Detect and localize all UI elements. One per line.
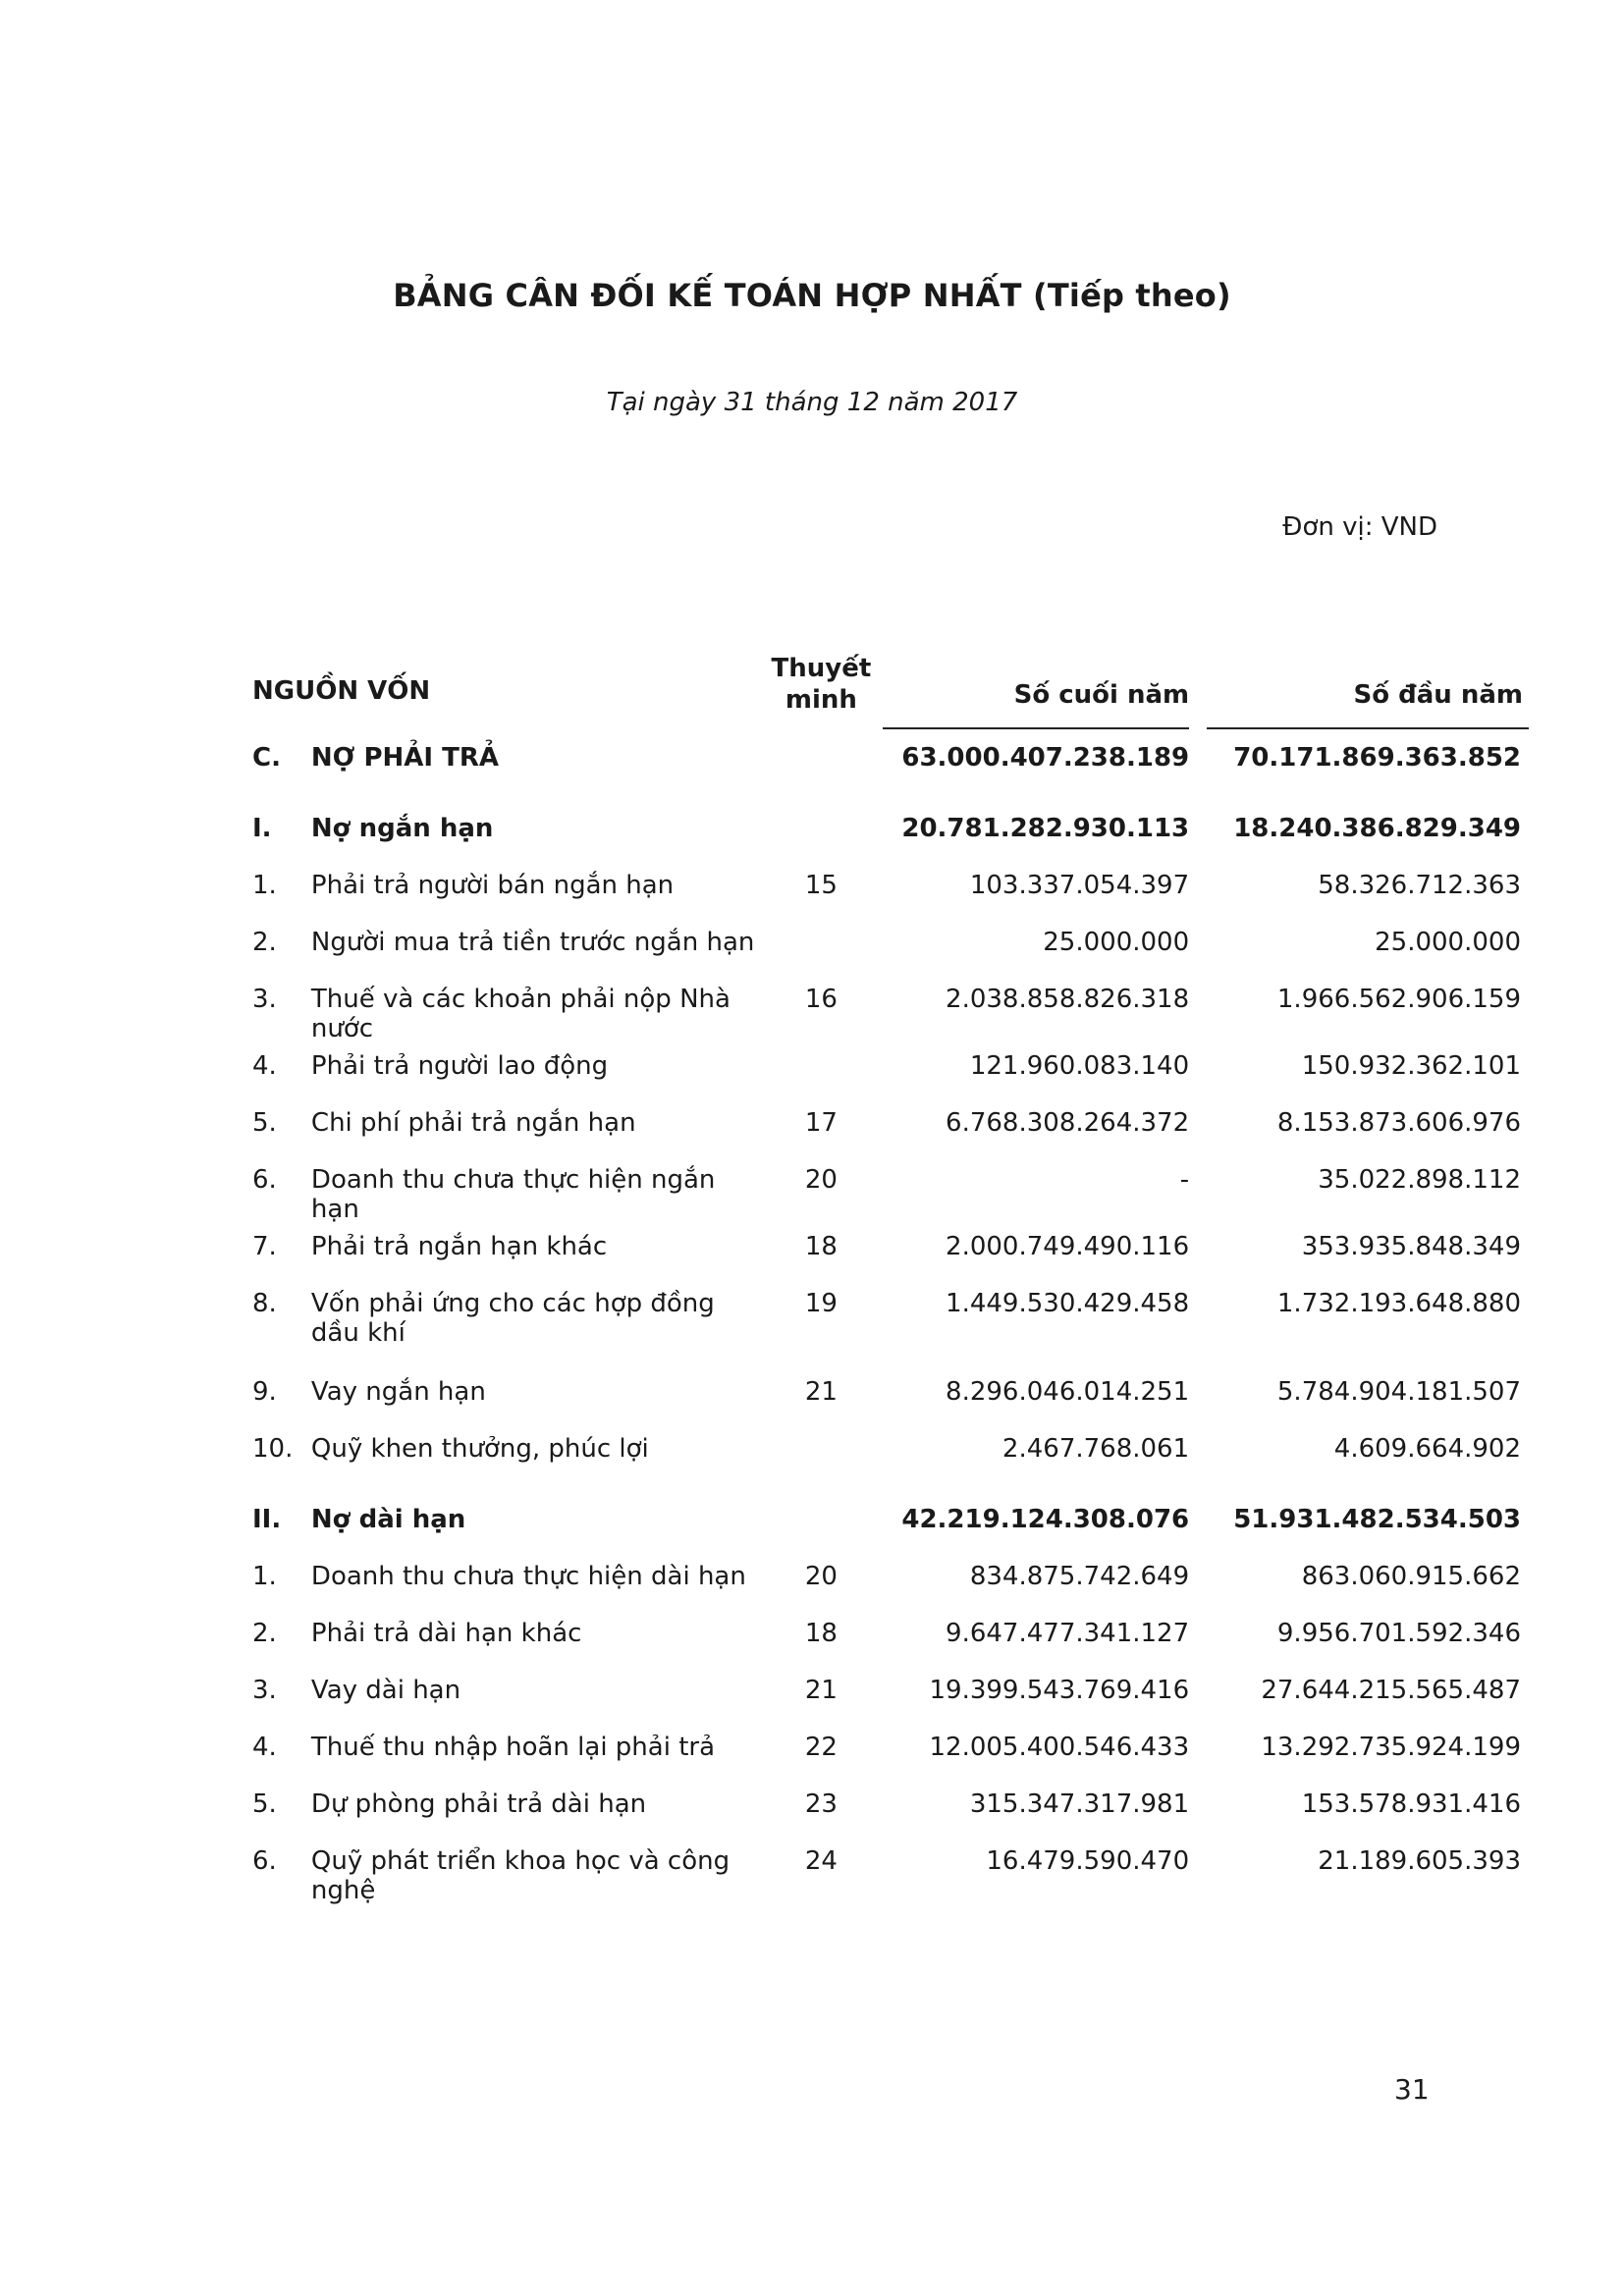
row-label: Quỹ phát triển khoa học và công nghệ: [310, 1846, 731, 1905]
table-row: [252, 1725, 1529, 1782]
row-value-year-start: 13.292.735.924.199: [1261, 1733, 1521, 1762]
row-value-year-start: 35.022.898.112: [1318, 1165, 1521, 1195]
row-label: Doanh thu chưa thực hiện ngắn hạn: [310, 1165, 716, 1224]
row-index: 1.: [252, 1562, 277, 1591]
row-value-year-start: 863.060.915.662: [1301, 1562, 1521, 1591]
row-index: II.: [252, 1505, 282, 1534]
row-value-year-start: 353.935.848.349: [1301, 1232, 1521, 1261]
row-value-year-end: 12.005.400.546.433: [929, 1733, 1190, 1762]
row-index: 9.: [252, 1377, 277, 1407]
row-index: 1.: [252, 871, 277, 900]
table-row: [252, 1157, 1529, 1224]
table-row: [252, 920, 1529, 977]
row-note: 18: [804, 1619, 838, 1648]
row-value-year-start: 8.153.873.606.976: [1276, 1108, 1521, 1138]
row-label: Phải trả ngắn hạn khác: [310, 1232, 608, 1261]
row-label: Dự phòng phải trả dài hạn: [310, 1789, 647, 1819]
row-value-year-end: 20.781.282.930.113: [901, 814, 1190, 843]
row-label: Nợ ngắn hạn: [310, 814, 494, 843]
row-note: [772, 920, 872, 977]
row-note: [772, 1426, 872, 1483]
row-note: 16: [804, 985, 838, 1014]
row-value-year-start: 70.171.869.363.852: [1233, 743, 1521, 773]
table-row: [252, 1782, 1529, 1839]
row-value-year-end: 6.768.308.264.372: [946, 1108, 1190, 1138]
table-row: [252, 1100, 1529, 1157]
table-row: [252, 863, 1529, 920]
row-value-year-end: 8.296.046.014.251: [946, 1377, 1190, 1407]
table-row: [252, 1839, 1529, 1905]
row-label: Quỹ khen thưởng, phúc lợi: [310, 1434, 649, 1464]
table-row: [252, 1369, 1529, 1426]
row-value-year-start: 150.932.362.101: [1301, 1051, 1521, 1081]
table-row: [252, 729, 1529, 792]
header-note-line1: Thuyết: [771, 654, 872, 683]
row-value-year-end: -: [1179, 1165, 1190, 1195]
row-index: 3.: [252, 985, 277, 1014]
row-value-year-start: 1.966.562.906.159: [1276, 985, 1521, 1014]
table-row: [252, 1043, 1529, 1100]
row-index: 5.: [252, 1108, 277, 1138]
page-number: 31: [1394, 2073, 1430, 2106]
row-value-year-start: 1.732.193.648.880: [1276, 1289, 1521, 1318]
row-label: Phải trả người bán ngắn hạn: [310, 871, 675, 900]
row-label: Thuế và các khoản phải nộp Nhà nước: [310, 985, 731, 1043]
header-year-start: Số đầu năm: [1353, 680, 1523, 710]
row-value-year-end: 25.000.000: [1043, 928, 1190, 957]
row-value-year-start: 58.326.712.363: [1318, 871, 1521, 900]
document-date: Tại ngày 31 tháng 12 năm 2017: [606, 388, 1018, 417]
row-index: 2.: [252, 1619, 277, 1648]
table-row: [252, 1224, 1529, 1281]
row-label: Nợ dài hạn: [310, 1505, 466, 1534]
row-value-year-start: 9.956.701.592.346: [1276, 1619, 1521, 1648]
row-note: [772, 1043, 872, 1100]
row-value-year-start: 21.189.605.393: [1318, 1846, 1521, 1876]
table-row: [252, 1426, 1529, 1483]
table-row: [252, 1611, 1529, 1668]
row-index: 2.: [252, 928, 277, 957]
row-label: Phải trả người lao động: [310, 1051, 609, 1081]
table-row: [252, 792, 1529, 863]
header-note: [772, 653, 872, 727]
row-index: 5.: [252, 1789, 277, 1819]
table-row: [252, 1483, 1529, 1554]
row-note: 18: [804, 1232, 838, 1261]
row-value-year-start: 153.578.931.416: [1301, 1789, 1521, 1819]
row-value-year-end: 9.647.477.341.127: [946, 1619, 1190, 1648]
row-note: 21: [804, 1676, 838, 1705]
row-index: 6.: [252, 1165, 277, 1195]
row-value-year-start: 5.784.904.181.507: [1276, 1377, 1521, 1407]
table-row: [252, 1554, 1529, 1611]
row-note: 20: [804, 1562, 838, 1591]
row-note: 20: [804, 1165, 838, 1195]
header-year-end: Số cuối năm: [1013, 680, 1190, 710]
row-value-year-end: 16.479.590.470: [986, 1846, 1190, 1876]
row-value-year-end: 19.399.543.769.416: [929, 1676, 1190, 1705]
row-index: 8.: [252, 1289, 277, 1318]
table-body: [252, 729, 1529, 1905]
row-value-year-start: 25.000.000: [1375, 928, 1521, 957]
row-index: 6.: [252, 1846, 277, 1876]
row-note: 15: [804, 871, 838, 900]
balance-sheet-table: [252, 653, 1529, 1905]
row-label: Doanh thu chưa thực hiện dài hạn: [310, 1562, 746, 1591]
row-note: 24: [804, 1846, 838, 1876]
row-label: Chi phí phải trả ngắn hạn: [310, 1108, 636, 1138]
row-label: NỢ PHẢI TRẢ: [310, 743, 499, 773]
row-note: [772, 1483, 872, 1554]
row-label: Vốn phải ứng cho các hợp đồng dầu khí: [310, 1289, 715, 1348]
row-index: 7.: [252, 1232, 277, 1261]
row-value-year-end: 834.875.742.649: [969, 1562, 1190, 1591]
row-label: Người mua trả tiền trước ngắn hạn: [310, 928, 755, 957]
row-note: 22: [804, 1733, 838, 1762]
document-title: BẢNG CÂN ĐỐI KẾ TOÁN HỢP NHẤT (Tiếp theo): [393, 277, 1231, 314]
row-value-year-end: 315.347.317.981: [969, 1789, 1190, 1819]
row-index: 3.: [252, 1676, 277, 1705]
row-value-year-end: 1.449.530.429.458: [946, 1289, 1190, 1318]
row-note: 17: [804, 1108, 838, 1138]
row-value-year-start: 27.644.215.565.487: [1261, 1676, 1521, 1705]
row-label: Thuế thu nhập hoãn lại phải trả: [310, 1733, 716, 1762]
row-value-year-end: 2.467.768.061: [1001, 1434, 1190, 1464]
header-note-line2: minh: [785, 685, 857, 715]
row-value-year-end: 42.219.124.308.076: [901, 1505, 1190, 1534]
row-index: 4.: [252, 1051, 277, 1081]
row-note: [772, 729, 872, 792]
row-value-year-end: 63.000.407.238.189: [901, 743, 1190, 773]
row-note: 23: [804, 1789, 838, 1819]
row-value-year-end: 2.000.749.490.116: [946, 1232, 1190, 1261]
currency-unit: Đơn vị: VND: [1282, 512, 1437, 542]
row-index: C.: [252, 743, 281, 773]
row-label: Vay ngắn hạn: [310, 1377, 486, 1407]
row-note: [772, 792, 872, 863]
row-index: I.: [252, 814, 272, 843]
header-source-of-capital: NGUỒN VỐN: [252, 676, 431, 706]
row-label: Phải trả dài hạn khác: [310, 1619, 582, 1648]
row-note: 19: [804, 1289, 838, 1318]
row-value-year-start: 51.931.482.534.503: [1233, 1505, 1521, 1534]
row-index: 10.: [252, 1434, 294, 1464]
row-value-year-end: 121.960.083.140: [969, 1051, 1190, 1081]
row-value-year-start: 18.240.386.829.349: [1233, 814, 1521, 843]
row-value-year-end: 103.337.054.397: [969, 871, 1190, 900]
row-label: Vay dài hạn: [310, 1676, 461, 1705]
row-value-year-end: 2.038.858.826.318: [946, 985, 1190, 1014]
table-row: [252, 977, 1529, 1043]
row-value-year-start: 4.609.664.902: [1333, 1434, 1521, 1464]
table-row: [252, 1668, 1529, 1725]
row-index: 4.: [252, 1733, 277, 1762]
row-note: 21: [804, 1377, 838, 1407]
table-row: [252, 1281, 1529, 1369]
